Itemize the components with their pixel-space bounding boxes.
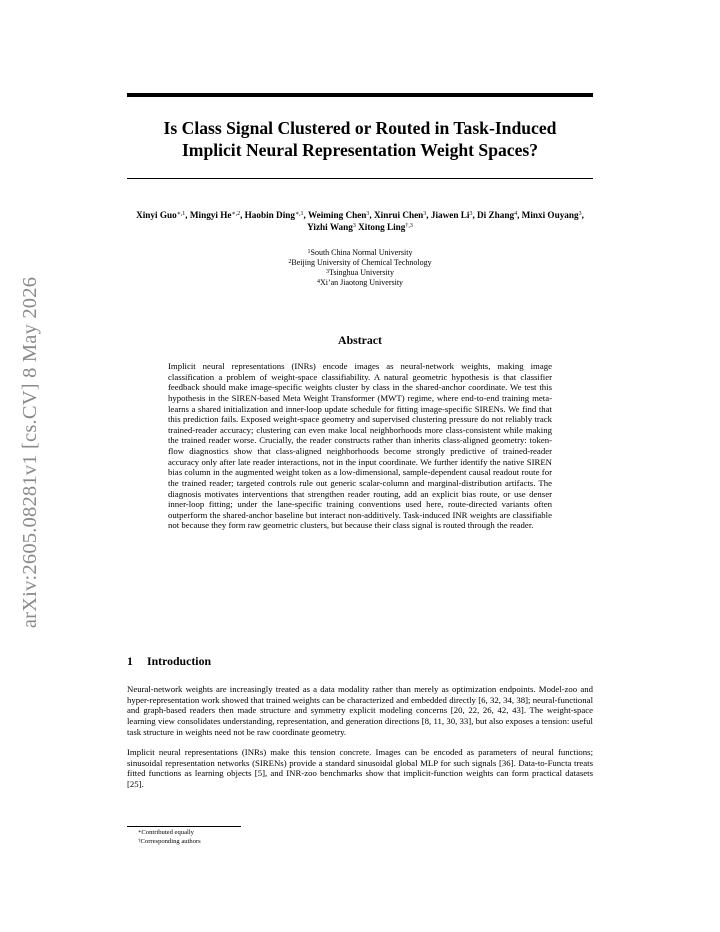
abstract-text: Implicit neural representations (INRs) encode images as neural-network weights, making image classification a problem of weight-space classifiability. A natural geometric hypothesis is that classifier feedback should make image-specific weights cluster by class in the shared-anchor coordinate. We test this hypothesis in the SIREN-based Meta Weight Transformer (MWT) regime, where end-to-end training meta-learns a shared initialization and inner-loop update schedule for fitting image-specific SIRENs. We find that this prediction fails. Exposed weight-space geometry and supervised clustering pressure do not reliably track trained-reader accuracy; clustering can even make local neighborhoods more class-consistent while making the trained reader worse. Crucially, the reader constructs rather than inherits class-aligned geometry: token-flow diagnostics show that class-aligned neighborhoods become strongly predictive of trained-reader accuracy only after late reader interactions, not in the input coordinate. We further identify the native SIREN bias column in the augmented weight token as a low-dimensional, sample-dependent causal readout route for the trained reader; targeted controls rule out generic scalar-column and marginal-distribution artifacts. The diagnosis motivates interventions that strengthen reader routing, add an explicit bias route, or use denser inner-loop fitting; under the lane-specific training conventions used here, route-directed variants often outperform the shared-anchor baseline but interact non-additively. Task-induced INR weights are classifiable not because they form raw geometric clusters, but because their class signal is routed through the reader. [168,361,552,531]
section-heading-introduction [127,654,593,668]
author: Di Zhang$^4$ [477,210,518,220]
title-bottom-rule [127,178,593,179]
footnote-corresponding: †Corresponding authors [138,837,201,845]
author: Jiawen Li$^3$ [430,210,473,220]
abstract-heading: Abstract [338,333,382,347]
author: Yizhi Wang$^3$ [307,222,356,232]
author: Minxi Ouyang$^3$ [521,210,582,220]
author: Xinrui Chen$^3$ [374,210,427,220]
author-list: Xinyi Guo$^{∗,1}$, Mingyi $He^{∗,2}$, Haobin Ding$^{∗,1}$, Weiming Chen$^3$, Xinrui Chen$^3$, Jiawen Li$^3$, Di Zhang$^4$, Minxi Ouyang$^3$, Yizhi Wang$^3$ Xitong Ling$^{\dagger,3}$ [136,210,584,232]
footnotes [138,829,438,846]
affiliation: $^2$Beijing University of Chemical Technology [288,258,432,267]
affiliation: $^4$Xi’an Jiaotong University [316,278,404,287]
footnote-rule [127,826,241,827]
arxiv-identifier: arXiv:2605.08281v1 [cs.CV] 8 May 2026 [19,276,42,628]
footnote-equal-contribution: ∗Contributed equally [138,829,194,836]
author: Xitong Ling$^{\dagger,3}$ [358,222,413,232]
title-line-1: Is Class Signal Clustered or Routed in Task-Induced [163,118,557,138]
section-number: 1 [127,654,133,668]
affiliation: $^1$South China Normal University [307,248,413,257]
section-title: Introduction [147,654,212,668]
affiliation-list [127,248,593,288]
author: Weiming Chen$^3$ [307,210,370,220]
paper-title [127,117,593,161]
arxiv-watermark [18,262,44,642]
author: Haobin Ding$^{∗,1}$ [244,210,304,220]
author: Mingyi $He^{∗,2}$ [189,210,241,220]
affiliation: $^3$Tsinghua University [326,268,394,277]
intro-paragraph-2: Implicit neural representations (INRs) make this tension concrete. Images can be encoded as parameters of neural functions; sinusoidal representation networks (SIRENs) provide a standard sinusoidal global MLP for such signals [36]. Data-to-Functa treats fitted functions as learning objects [5], and INR-zoo benchmarks show that implicit-function weights can form practical datasets [25]. [127,747,593,789]
title-line-2: Implicit Neural Representation Weight Spaces? [181,140,539,160]
intro-paragraph-1: Neural-network weights are increasingly treated as a data modality rather than merely as optimization endpoints. Model-zoo and hyper-representation work showed that trained weights can be characterized and embedded directly [6, 32, 34, 38]; neural-functional and graph-based readers then made structure and symmetry explicit modeling concerns [20, 22, 26, 42, 43]. The weight-space learning view consolidates understanding, representation, and generation directions [8, 11, 30, 33], but also exposes a tension: useful task structure in weights need not be raw coordinate geometry. [127,684,593,737]
title-top-rule [127,93,593,97]
author: Xinyi Guo$^{∗,1}$ [136,210,186,220]
